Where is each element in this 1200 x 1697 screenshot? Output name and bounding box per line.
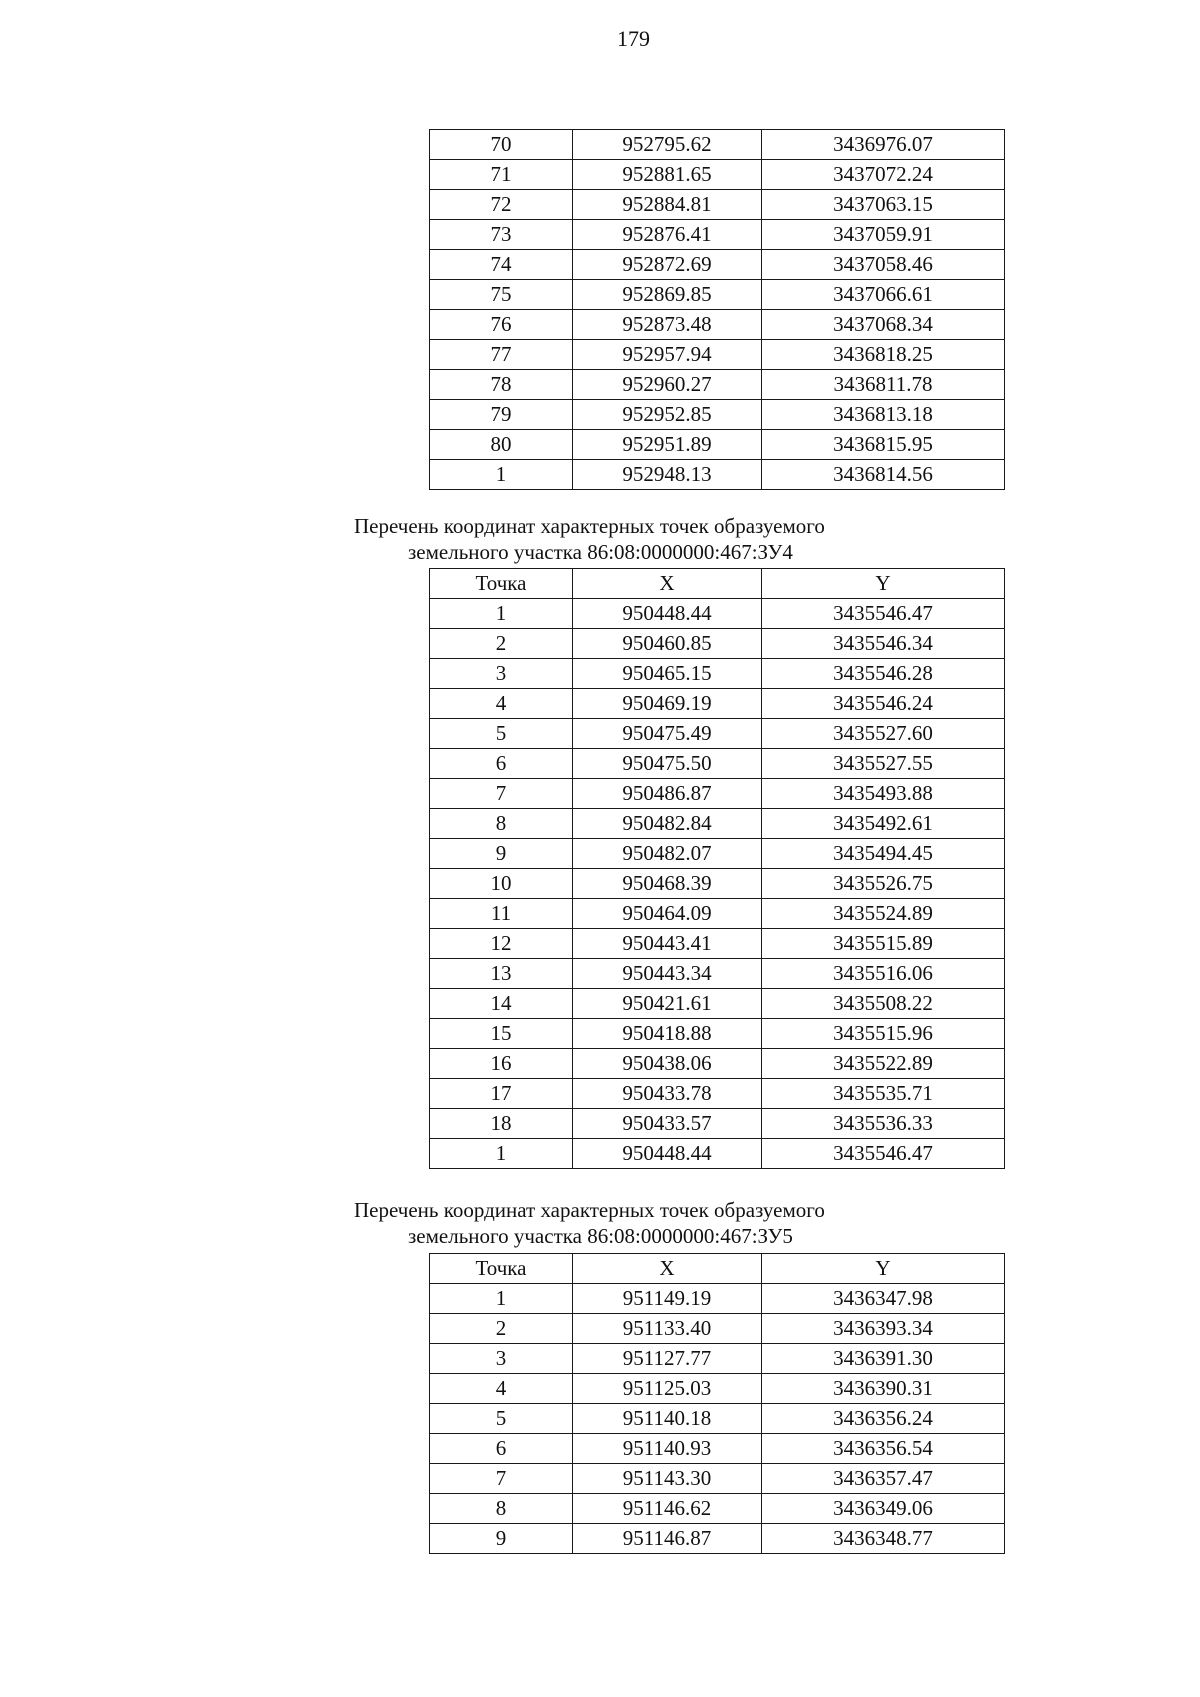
y-cell: 3437072.24: [762, 160, 1005, 190]
caption-line-2: земельного участка 86:08:0000000:467:ЗУ4: [408, 540, 793, 564]
table-row: [430, 1314, 1005, 1344]
y-cell: 3436811.78: [762, 370, 1005, 400]
x-cell: 951133.40: [573, 1314, 762, 1344]
y-cell: 3435536.33: [762, 1109, 1005, 1139]
x-cell: 951125.03: [573, 1374, 762, 1404]
y-header: Y: [762, 569, 1005, 599]
x-cell: 950448.44: [573, 1139, 762, 1169]
point-cell: 2: [430, 629, 573, 659]
x-cell: 950433.78: [573, 1079, 762, 1109]
point-cell: 6: [430, 1434, 573, 1464]
section-caption-zu4: [354, 513, 825, 565]
section-caption-zu5: [354, 1197, 825, 1249]
y-cell: 3435546.24: [762, 689, 1005, 719]
y-cell: 3437059.91: [762, 220, 1005, 250]
table-row: [430, 370, 1005, 400]
point-cell: 80: [430, 430, 573, 460]
y-cell: 3435508.22: [762, 989, 1005, 1019]
y-cell: 3437058.46: [762, 250, 1005, 280]
page-number: 179: [617, 26, 650, 51]
table-row: [430, 1344, 1005, 1374]
y-cell: 3436814.56: [762, 460, 1005, 490]
point-cell: 1: [430, 1139, 573, 1169]
table-row: [430, 629, 1005, 659]
x-cell: 950465.15: [573, 659, 762, 689]
table-row: [430, 310, 1005, 340]
table-row: [430, 869, 1005, 899]
y-cell: 3436391.30: [762, 1344, 1005, 1374]
point-cell: 11: [430, 899, 573, 929]
table-row: [430, 1494, 1005, 1524]
point-cell: 1: [430, 1284, 573, 1314]
point-cell: 76: [430, 310, 573, 340]
table-row: [430, 809, 1005, 839]
y-header: Y: [762, 1254, 1005, 1284]
x-cell: 950482.07: [573, 839, 762, 869]
point-cell: 4: [430, 689, 573, 719]
x-cell: 950486.87: [573, 779, 762, 809]
point-cell: 8: [430, 809, 573, 839]
point-cell: 71: [430, 160, 573, 190]
table-row: [430, 959, 1005, 989]
x-cell: 950421.61: [573, 989, 762, 1019]
y-cell: 3436357.47: [762, 1464, 1005, 1494]
table-row: [430, 929, 1005, 959]
y-cell: 3436349.06: [762, 1494, 1005, 1524]
x-cell: 952952.85: [573, 400, 762, 430]
x-cell: 951146.62: [573, 1494, 762, 1524]
table-row: [430, 1284, 1005, 1314]
x-cell: 952873.48: [573, 310, 762, 340]
point-cell: 6: [430, 749, 573, 779]
table-row: [430, 689, 1005, 719]
y-cell: 3435492.61: [762, 809, 1005, 839]
y-cell: 3437063.15: [762, 190, 1005, 220]
x-cell: 950482.84: [573, 809, 762, 839]
y-cell: 3437066.61: [762, 280, 1005, 310]
table-row: [430, 719, 1005, 749]
y-cell: 3436815.95: [762, 430, 1005, 460]
x-cell: 951149.19: [573, 1284, 762, 1314]
y-cell: 3436393.34: [762, 1314, 1005, 1344]
table-row: [430, 1049, 1005, 1079]
y-cell: 3436356.54: [762, 1434, 1005, 1464]
y-cell: 3435493.88: [762, 779, 1005, 809]
x-cell: 952869.85: [573, 280, 762, 310]
table-row: [430, 280, 1005, 310]
x-cell: 951146.87: [573, 1524, 762, 1554]
table-row: [430, 1434, 1005, 1464]
table-row: [430, 989, 1005, 1019]
point-cell: 7: [430, 1464, 573, 1494]
y-cell: 3435546.34: [762, 629, 1005, 659]
point-cell: 8: [430, 1494, 573, 1524]
table-row: [430, 1019, 1005, 1049]
table-row: [430, 779, 1005, 809]
x-cell: 952948.13: [573, 460, 762, 490]
table-row: [430, 899, 1005, 929]
point-cell: 3: [430, 659, 573, 689]
table-header-row: [430, 569, 1005, 599]
table-row: [430, 430, 1005, 460]
point-cell: 78: [430, 370, 573, 400]
caption-line-1: Перечень координат характерных точек образуемого: [354, 514, 825, 538]
table-row: [430, 599, 1005, 629]
table-row: [430, 1109, 1005, 1139]
caption-line-1: Перечень координат характерных точек образуемого: [354, 1198, 825, 1222]
point-cell: 73: [430, 220, 573, 250]
caption-line-2: земельного участка 86:08:0000000:467:ЗУ5: [408, 1224, 793, 1248]
point-cell: 3: [430, 1344, 573, 1374]
y-cell: 3435516.06: [762, 959, 1005, 989]
point-cell: 15: [430, 1019, 573, 1049]
table-row: [430, 1404, 1005, 1434]
x-cell: 950433.57: [573, 1109, 762, 1139]
table-row: [430, 160, 1005, 190]
table-row: [430, 1139, 1005, 1169]
table-row: [430, 400, 1005, 430]
table-row: [430, 460, 1005, 490]
point-cell: 1: [430, 460, 573, 490]
y-cell: 3437068.34: [762, 310, 1005, 340]
y-cell: 3436348.77: [762, 1524, 1005, 1554]
x-cell: 950469.19: [573, 689, 762, 719]
point-cell: 70: [430, 130, 573, 160]
point-cell: 79: [430, 400, 573, 430]
point-header: Точка: [430, 1254, 573, 1284]
point-cell: 4: [430, 1374, 573, 1404]
y-cell: 3436390.31: [762, 1374, 1005, 1404]
table-row: [430, 1524, 1005, 1554]
point-cell: 74: [430, 250, 573, 280]
point-cell: 14: [430, 989, 573, 1019]
x-cell: 950460.85: [573, 629, 762, 659]
x-header: X: [573, 569, 762, 599]
x-cell: 950443.34: [573, 959, 762, 989]
x-cell: 950418.88: [573, 1019, 762, 1049]
y-cell: 3435515.96: [762, 1019, 1005, 1049]
table-row: [430, 130, 1005, 160]
point-cell: 16: [430, 1049, 573, 1079]
point-cell: 9: [430, 1524, 573, 1554]
point-header: Точка: [430, 569, 573, 599]
y-cell: 3436813.18: [762, 400, 1005, 430]
point-cell: 9: [430, 839, 573, 869]
x-cell: 950438.06: [573, 1049, 762, 1079]
y-cell: 3435546.28: [762, 659, 1005, 689]
y-cell: 3435494.45: [762, 839, 1005, 869]
point-cell: 17: [430, 1079, 573, 1109]
y-cell: 3435527.55: [762, 749, 1005, 779]
x-cell: 950448.44: [573, 599, 762, 629]
point-cell: 7: [430, 779, 573, 809]
x-cell: 950475.50: [573, 749, 762, 779]
x-cell: 951140.93: [573, 1434, 762, 1464]
x-cell: 951143.30: [573, 1464, 762, 1494]
y-cell: 3436976.07: [762, 130, 1005, 160]
y-cell: 3435515.89: [762, 929, 1005, 959]
x-cell: 952960.27: [573, 370, 762, 400]
y-cell: 3436356.24: [762, 1404, 1005, 1434]
coordinates-table-zu4: [429, 568, 1005, 1169]
point-cell: 77: [430, 340, 573, 370]
table-row: [430, 1079, 1005, 1109]
y-cell: 3435546.47: [762, 1139, 1005, 1169]
y-cell: 3435526.75: [762, 869, 1005, 899]
x-header: X: [573, 1254, 762, 1284]
point-cell: 10: [430, 869, 573, 899]
table-row: [430, 1464, 1005, 1494]
point-cell: 13: [430, 959, 573, 989]
x-cell: 952957.94: [573, 340, 762, 370]
y-cell: 3435527.60: [762, 719, 1005, 749]
x-cell: 950468.39: [573, 869, 762, 899]
point-cell: 18: [430, 1109, 573, 1139]
x-cell: 952795.62: [573, 130, 762, 160]
x-cell: 950443.41: [573, 929, 762, 959]
point-cell: 5: [430, 719, 573, 749]
table-row: [430, 749, 1005, 779]
table-row: [430, 220, 1005, 250]
table-header-row: [430, 1254, 1005, 1284]
point-cell: 75: [430, 280, 573, 310]
y-cell: 3435522.89: [762, 1049, 1005, 1079]
point-cell: 5: [430, 1404, 573, 1434]
table-row: [430, 190, 1005, 220]
point-cell: 12: [430, 929, 573, 959]
x-cell: 952872.69: [573, 250, 762, 280]
x-cell: 950464.09: [573, 899, 762, 929]
x-cell: 952884.81: [573, 190, 762, 220]
table-row: [430, 250, 1005, 280]
x-cell: 951140.18: [573, 1404, 762, 1434]
y-cell: 3436818.25: [762, 340, 1005, 370]
x-cell: 952876.41: [573, 220, 762, 250]
coordinates-table-zu5: [429, 1253, 1005, 1554]
table-row: [430, 659, 1005, 689]
point-cell: 72: [430, 190, 573, 220]
x-cell: 951127.77: [573, 1344, 762, 1374]
y-cell: 3435524.89: [762, 899, 1005, 929]
table-row: [430, 340, 1005, 370]
y-cell: 3435535.71: [762, 1079, 1005, 1109]
x-cell: 952881.65: [573, 160, 762, 190]
y-cell: 3436347.98: [762, 1284, 1005, 1314]
table-row: [430, 1374, 1005, 1404]
point-cell: 2: [430, 1314, 573, 1344]
coordinates-table-continued: [429, 129, 1005, 490]
x-cell: 950475.49: [573, 719, 762, 749]
table-row: [430, 839, 1005, 869]
point-cell: 1: [430, 599, 573, 629]
x-cell: 952951.89: [573, 430, 762, 460]
y-cell: 3435546.47: [762, 599, 1005, 629]
